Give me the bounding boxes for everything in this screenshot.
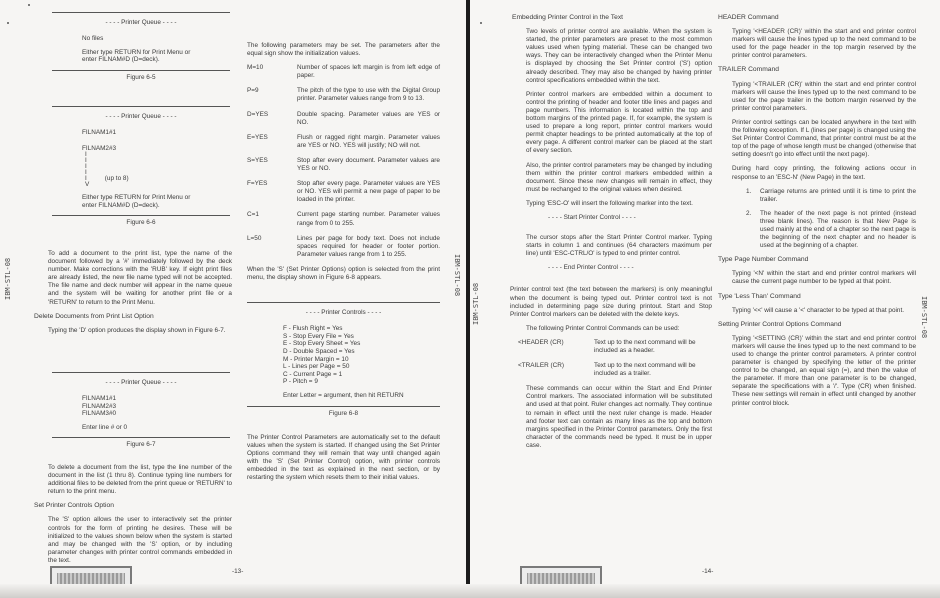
parameter-key: L=50 xyxy=(247,234,262,242)
figure-title: - - - - Printer Queue - - - - xyxy=(105,379,177,386)
hard-copy-paragraph: During hard copy printing, the following actions occur in response to an 'ESC-N' (New Page) in the text. xyxy=(732,165,916,181)
command-row xyxy=(518,362,712,378)
set-controls-paragraph: The 'S' option allows the user to interactively set the printer controls for the form of printing he desires. These will be initialized to the values shown below when the system is started and may be changed with the 'S' option, or by including parameter changes with printer control commands embedded in the text. xyxy=(48,516,232,564)
queue-entry: FILNAM2#3 xyxy=(82,402,117,410)
arrow-shaft: I xyxy=(85,175,87,183)
page-number: -14- xyxy=(702,568,714,575)
setting-command-paragraph: Typing '<SETTING (CR)' within the start and end printer control markers will cause the lines typed up to the next command to be used to change the printer control parameters. A printer control parameter is changed by specifying the letter of the printer control to be changed, an equal sign (=), and then the value of the parameter. If more than one parameter is to be changed, separate the specifications with a '/'. Type (CR) when finished. These new settings will remain in effect until changed by another printer control block. xyxy=(732,334,916,407)
parameter-row xyxy=(247,157,440,173)
parameter-description: Lines per page for body text. Does not include spaces required for header or footer portion. Parameter values range from 1 to 255. xyxy=(297,234,440,258)
set-options-paragraph: When the 'S' (Set Printer Options) option is selected from the print menu, the display shown in Figure 6-8 appears. xyxy=(247,265,440,281)
queue-entry: FILNAM1#1 xyxy=(82,129,117,137)
control-setting: L - Lines per Page = 50 xyxy=(283,363,350,371)
commands-intro: The following Printer Control Commands can be used: xyxy=(526,324,680,332)
embed-paragraph: Two levels of printer control are available. When the system is started, the printer parameters are preset to the most common values used when typing material. These can be changed two ways. They can be interactively changed when the Printer Menu is displayed by choosing the Set Printer control ('S') option already described. They may also be changed by having printer control specifications embedded within the text. xyxy=(526,28,712,84)
embed-paragraph: Printer control markers are embedded within a document to control the printing of header and footer title lines and pages and page numbers. This information is located within the top and bottom margins of the printed page. If, for example, the system is used to prepare a long report, printer control markers would permit chapter headings to be printed automatically at the top of every page. A different control marker can be placed at the start of every section. xyxy=(526,90,712,155)
page-number-command-paragraph: Typing '<N' within the start and end printer control markers will cause the current page number to be typed at that point. xyxy=(732,270,916,286)
section-heading: Setting Printer Control Options Command xyxy=(718,320,842,328)
section-heading: TRAILER Command xyxy=(718,66,779,74)
figure-6-5 xyxy=(52,12,230,71)
prompt-line: enter FILNAM#D (D=deck). xyxy=(82,201,160,209)
figure-6-8 xyxy=(247,302,440,406)
figure-caption: Figure 6-7 xyxy=(126,441,156,449)
parameter-row xyxy=(247,64,440,80)
arrow-shaft: I xyxy=(85,163,87,171)
page-number: -13- xyxy=(232,568,244,575)
figure-title: - - - - Printer Controls - - - - xyxy=(305,309,382,317)
catalog-stamp: IBM-STL-08 xyxy=(453,254,461,297)
end-marker: - - - - End Printer Control - - - - xyxy=(548,264,634,272)
catalog-stamp: IBM-STL-08 xyxy=(4,257,12,300)
left-page-column-1 xyxy=(52,12,230,228)
queue-entry: FILNAM2#3 xyxy=(82,144,117,152)
figure-6-7 xyxy=(52,372,230,438)
arrow-shaft: I xyxy=(85,157,87,165)
arrow-shaft: I xyxy=(85,151,87,159)
control-setting: S - Stop Every File = Yes xyxy=(283,332,354,340)
parameter-description: The pitch of the type to use with the Digital Group printer. Parameter values range from 9 to 13. xyxy=(297,87,440,103)
numbered-item xyxy=(746,188,916,204)
left-page-column-2 xyxy=(247,42,440,488)
figure-caption: Figure 6-5 xyxy=(126,73,156,81)
embed-paragraph: Also, the printer control parameters may be changed by including them within the printer control markers embedded within a document. Since these new changes will remain in effect, they must be rechanged to the original values when desired. xyxy=(526,161,712,193)
commands-paragraph: These commands can occur within the Start and End Printer Control markers. The associated information will be substituted and used at that point. Ruler changes act normally. They continue to remain in effect until the next ruler change is made. Header and footer text can contain as many lines as the top and bottom margins specified in the Printer Control parameters. Only the first character of the commands need be typed. It must be in upper case. xyxy=(526,385,712,449)
control-setting: C - Current Page = 1 xyxy=(283,370,343,378)
section-heading: Type Page Number Command xyxy=(718,256,809,264)
left-page-column-1-body xyxy=(34,250,232,341)
parameter-row xyxy=(247,180,440,204)
right-page-column-1 xyxy=(512,14,712,456)
scan-speck xyxy=(28,4,30,6)
section-heading: Set Printer Controls Option xyxy=(34,502,114,510)
down-arrow-head: V xyxy=(85,181,90,189)
header-command-paragraph: Typing '<HEADER (CR)' within the start and end printer control markers will cause the lines typed up to the next command to be used for the page header in the top margin reserved by the printer control parameters. xyxy=(732,28,916,60)
page-14 xyxy=(470,0,940,598)
control-setting: M - Printer Margin = 10 xyxy=(283,355,349,363)
numbered-item xyxy=(746,210,916,250)
settings-location-paragraph: Printer control settings can be located anywhere in the text with the following exception. If L (lines per page) is changed using the Set Printer Control Command, that printer control must be at the top of the page of whose length must be changed (otherwise that setting doesn't go into effect until the next page). xyxy=(732,118,916,159)
left-page-column-1-bottom xyxy=(34,464,232,571)
item-number: 2. xyxy=(746,209,752,217)
figure-title: - - - - Printer Queue - - - - xyxy=(105,112,177,120)
section-heading: HEADER Command xyxy=(718,14,779,21)
scan-speck xyxy=(480,22,482,24)
control-setting: P - Pitch = 9 xyxy=(283,378,318,386)
parameter-row xyxy=(247,134,440,150)
command-key: <HEADER (CR) xyxy=(518,338,564,346)
prompt-line: Enter Letter = argument, then hit RETURN xyxy=(283,391,404,399)
embed-paragraph: Typing 'ESC-O' will insert the following marker into the text. xyxy=(526,199,693,207)
parameters-intro: The following parameters may be set. The parameters after the equal sign show the initialization values. xyxy=(247,42,440,58)
catalog-stamp: IBM-STL-08 xyxy=(920,296,928,339)
parameter-description: Flush or ragged right margin. Parameter values are YES or NO. YES will justify; NO will not. xyxy=(297,133,440,149)
queue-entry: FILNAM1#1 xyxy=(82,395,117,403)
prompt-line: enter FILNAM#D (D=deck). xyxy=(82,56,160,64)
delete-intro-paragraph: Typing the 'D' option produces the display shown in Figure 6-7. xyxy=(48,326,226,334)
control-setting: D - Double Spaced = Yes xyxy=(283,347,355,355)
parameter-description: Number of spaces left margin is from left edge of paper. xyxy=(297,64,440,80)
item-number: 1. xyxy=(746,187,752,195)
left-page-column-1-lower xyxy=(52,372,230,450)
item-text: Carriage returns are printed until it is time to print the trailer. xyxy=(760,187,916,203)
trailer-command-paragraph: Typing '<TRAILER (CR)' within the start and end printer control markers will cause the lines typed up to the next command to be used for the page trailer in the bottom margin reserved by the printer control parameters. xyxy=(732,80,916,112)
embed-paragraph: Printer control text (the text between the markers) is only meaningful when the document is being typed out. Printer control text is not included in determining page size during printout. Start and Stop Printer Control markers can be deleted with the delete keys. xyxy=(510,286,712,318)
page-13 xyxy=(0,0,468,598)
embed-paragraph: The cursor stops after the Start Printer Control marker. Typing starts in column 1 and continues (64 characters maximum per line) until 'ESC-CTRL/O' is typed to end printer control. xyxy=(526,234,712,258)
queue-entry: FILNAM3#0 xyxy=(82,410,117,418)
parameter-description: Stop after every page. Parameter values are YES or NO. YES will permit a new page of paper to be loaded in the printer. xyxy=(297,180,440,204)
prompt-line: Enter line # or 0 xyxy=(82,423,128,431)
parameter-key: F=YES xyxy=(247,180,268,188)
figure-caption: Figure 6-8 xyxy=(328,409,359,417)
defaults-paragraph: The Printer Control Parameters are automatically set to the default values when the system is started. If changed using the Set Printer Options command they will remain that way until changed again with the 'S' (Set Printer Control) option, with printer controls embedded in the text as explained in the next section, or by restarting the system which resets them to their initial values. xyxy=(247,433,440,482)
figure-6-6 xyxy=(52,106,230,216)
item-text: The header of the next page is not printed (instead three blank lines). The reason is that New Page is used mainly at the end of a chapter so the next page is the beginning of the next chapter and no header is used at the beginning of a chapter. xyxy=(760,209,916,250)
section-heading: Embedding Printer Control in the Text xyxy=(512,14,624,21)
start-marker: - - - - Start Printer Control - - - - xyxy=(548,213,636,221)
prompt-line: Either type RETURN for Print Menu or xyxy=(82,48,191,56)
parameter-row xyxy=(247,111,440,127)
parameter-key: P=9 xyxy=(247,87,259,95)
parameter-description: Current page starting number. Parameter values range from 0 to 255. xyxy=(297,211,440,227)
arrow-shaft: I xyxy=(85,169,87,177)
parameter-key: C=1 xyxy=(247,211,259,219)
add-document-paragraph: To add a document to the print list, type the name of the document followed by a '#' immediately followed by the deck number. Make corrections with the 'RUB' key. If eight print files are already listed, the new file name typed will not be accepted. The file name and deck number will appear in the name queue and the system will be waiting for another print file or a 'RETURN' to return to the Print Menu. xyxy=(48,250,232,306)
figure-caption: Figure 6-6 xyxy=(126,219,156,227)
less-than-command-paragraph: Typing '<<' will cause a '<' character to be typed at that point. xyxy=(732,306,905,314)
control-setting: E - Stop Every Sheet = Yes xyxy=(283,340,361,348)
parameter-row xyxy=(247,235,440,259)
parameter-key: D=YES xyxy=(247,110,269,118)
figure-title: - - - - Printer Queue - - - - xyxy=(105,19,177,26)
right-page-column-2 xyxy=(718,14,916,414)
section-heading: Delete Documents from Print List Option xyxy=(34,312,154,320)
delete-instructions-paragraph: To delete a document from the list, type the line number of the document in the list (1 thru 8). Continue typing line numbers for additional files to be deleted from the print queue or 'RETURN' to return to the print menu. xyxy=(48,464,232,496)
prompt-line: Either type RETURN for Print Menu or xyxy=(82,194,191,202)
arrow-note: (up to 8) xyxy=(104,175,129,183)
command-description: Text up to the next command will be included as a header. xyxy=(594,338,696,354)
catalog-stamp: IBM-STL-08 xyxy=(472,282,480,325)
command-row xyxy=(518,339,712,355)
parameter-key: M=10 xyxy=(247,64,264,72)
scan-speck xyxy=(7,22,9,24)
parameter-row xyxy=(247,87,440,103)
control-setting: F - Flush Right = Yes xyxy=(283,325,343,333)
parameter-key: S=YES xyxy=(247,156,268,164)
parameter-key: E=YES xyxy=(247,133,268,141)
parameter-description: Double spacing. Parameter values are YES or NO. xyxy=(297,110,440,126)
command-description: Text up to the next command will be included as a trailer. xyxy=(594,362,696,378)
page-bottom-shadow xyxy=(0,584,940,598)
parameter-row xyxy=(247,211,440,227)
queue-status: No files xyxy=(82,35,104,43)
section-heading: Type 'Less Than' Command xyxy=(718,292,801,300)
command-key: <TRAILER (CR) xyxy=(518,362,564,370)
parameter-description: Stop after every document. Parameter values are YES or NO. xyxy=(297,156,440,173)
